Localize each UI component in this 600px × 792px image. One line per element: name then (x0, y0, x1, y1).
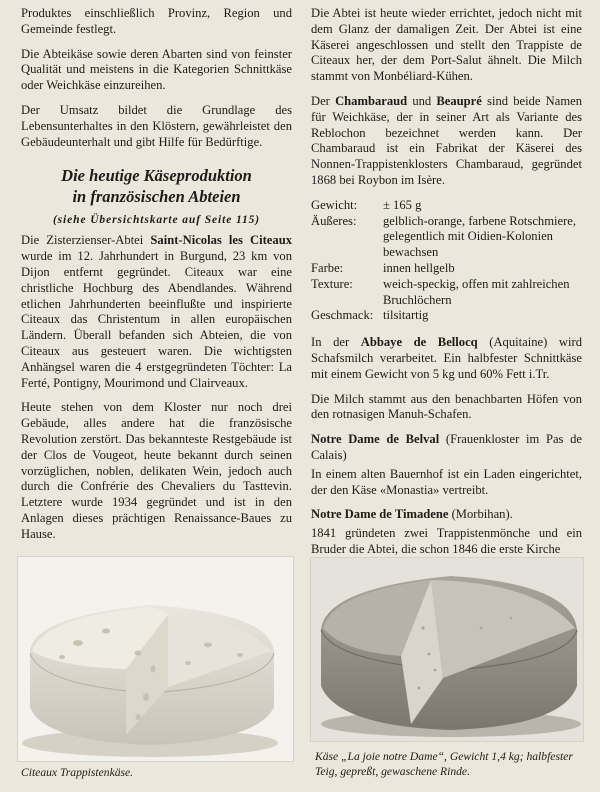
text: wurde im 12. Jahrhundert in Burgund, 23 km von Dijon entfernt gegründet. Citeaux war eine christliche Hochburg des Abendlandes. Während etlichen Jahrhunderten beeinflußte und inspirierte Citeaux das Christentum in allen europäischen Ländern. Überall befanden sich Abteien, die von Citeaux aus gesteuert waren. Die wichtigsten Anhängsel waren die 4 erstgegründeten Töchter: La Ferté, Pontigny, Mourimond und Clairveaux. (21, 249, 292, 390)
abbey-name: Notre Dame de Belval (311, 432, 440, 447)
photo-caption: Citeaux Trappistenkäse. (21, 766, 134, 779)
abbey-name: Saint-Nicolas les Citeaux (150, 233, 292, 248)
cheese-wheel-illustration (18, 557, 293, 761)
spec-value: gelblich-orange, farbene Rotschmiere, gelegentlich mit Oidien-Kolonien bewachsen (383, 213, 577, 260)
paragraph: Die Abteikäse sowie deren Abarten sind von feinster Qualität und meistens in die Kategorien Schnittkäse oder Weichkäse einzureihen. (21, 46, 292, 93)
paragraph: Der Umsatz bildet die Grundlage des Lebensunterhaltes in den Klöstern, gewährleistet den Gebäudeunterhalt und gibt Hilfe für Bedürftige. (21, 102, 292, 149)
spec-row (311, 308, 582, 324)
paragraph (311, 507, 582, 523)
paragraph (311, 335, 582, 382)
paragraph: Heute stehen von dem Kloster nur noch drei Gebäude, alles andere hat die französische Revolution zerstört. Das bekannteste Restgebäude ist der Clos de Vougeot, heute bekannt durch seinen vorzüglichen, noblen, delikaten Wein, jedoch auch durch die Confrérie des Chevaliers du Tasttevin. Letztere wurde 1934 gegründet und ist in den Anlagen dieses prächtigen Renaissance-Baues zu Hause. (21, 400, 292, 541)
paragraph (21, 233, 292, 391)
spec-label: Äußeres: (311, 213, 357, 228)
section-subheading: (siehe Übersichtskarte auf Seite 115) (52, 214, 261, 227)
text: Der (311, 93, 336, 108)
paragraph: Die Milch stammt aus den benachbarten Höfen von den rotnasigen Manuh-Schafen. (311, 391, 582, 422)
paragraph (311, 94, 582, 189)
paragraph: 1841 gründeten zwei Trappistenmönche und ein Bruder die Abtei, die schon 1846 die erste Kirche (311, 526, 582, 556)
abbey-name: Notre Dame de Timadene (311, 507, 449, 522)
spec-label: Gewicht: (311, 197, 358, 212)
spec-row (311, 277, 582, 309)
text: (Frauenkloster im Pas de Calais) (311, 432, 582, 462)
citeaux-cheese-photo (17, 556, 294, 762)
section-heading-line: in französischen Abteien (72, 187, 241, 207)
cheese-wheel-illustration (311, 558, 583, 741)
text: sind beide Namen für Weichkäse, der in seiner Art als Variante des Reblochon bezeichnet werden kann. Der Chambaraud ist ein Fabrikat der Käserei des Nonnen-Trappistenklosters Chambaraud, gegründet 1868 bei Roybon im Isère. (311, 93, 583, 187)
paragraph: Die Abtei ist heute wieder errichtet, jedoch nicht mit dem Glanz der damaligen Zeit. Der Abtei ist eine Käserei angeschlossen und stellt den Trappiste de Citeaux her, der dem Port-Salut ähnelt. Die Milch stammt von Monbéliard-Kühen. (311, 6, 582, 84)
paragraph: Produktes einschließlich Provinz, Region und Gemeinde festlegt. (21, 6, 292, 36)
text: (Aquitaine) wird Schafsmilch verarbeitet. Ein halbfester Schnittkäse mit einem Gewicht von 5 kg und 60% Fett i.Tr. (311, 335, 582, 381)
paragraph (311, 432, 582, 464)
paragraph: In einem alten Bauernhof ist ein Laden eingerichtet, der den Käse «Monastia» vertreibt. (311, 466, 582, 497)
text: In der (311, 335, 361, 350)
cheese-spec-list (311, 198, 582, 324)
spec-label: Geschmack: (311, 308, 374, 323)
left-column (21, 6, 292, 552)
text: (Morbihan). (448, 507, 513, 522)
cheese-name: Chambaraud (335, 93, 408, 108)
photo-caption: Käse „La joie notre Dame“, Gewicht 1,4 kg; halbfester Teig, gepreßt, gewaschene Rinde. (315, 750, 573, 778)
section-heading (21, 165, 292, 207)
text: Die Zisterzienser-Abtei (21, 233, 151, 248)
cheese-name: Beaupré (436, 93, 482, 108)
spec-row (311, 198, 582, 214)
spec-label: Texture: (311, 276, 353, 291)
spec-row (311, 261, 582, 277)
spec-label: Farbe: (311, 260, 344, 275)
la-joie-notre-dame-cheese-photo (310, 557, 584, 742)
text: und (407, 93, 437, 108)
spec-value: ± 165 g (383, 197, 422, 212)
abbey-name: Abbaye de Bellocq (360, 335, 478, 350)
spec-row (311, 214, 582, 261)
right-column (311, 6, 582, 567)
spec-value: tilsitartig (383, 308, 429, 323)
spec-value: innen hellgelb (383, 260, 455, 275)
section-heading-line: Die heutige Käseproduktion (61, 166, 252, 186)
spec-value: weich-speckig, offen mit zahlreichen Bruchlöchern (383, 276, 570, 307)
